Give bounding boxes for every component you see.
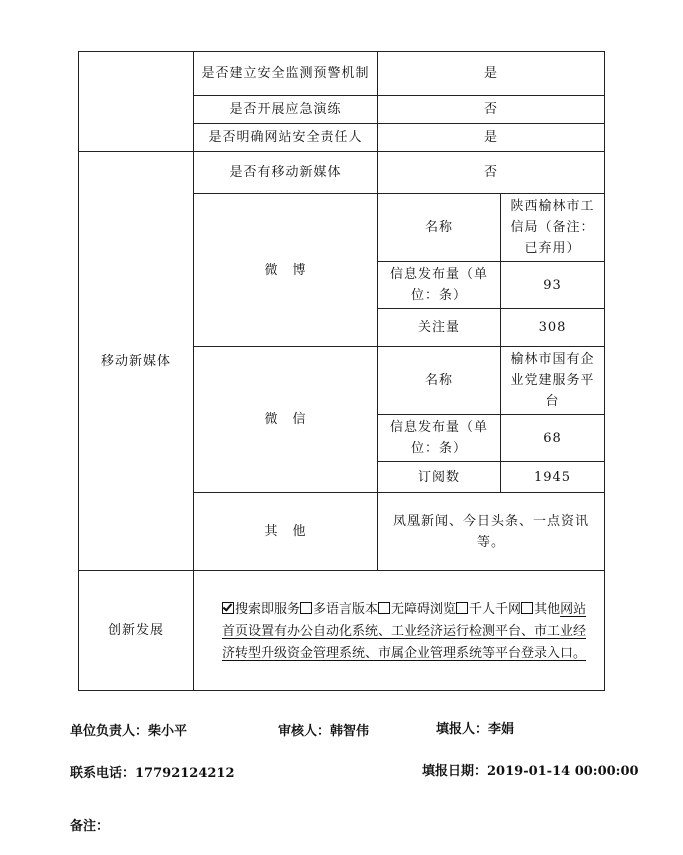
innovation-section-label: 创新发展 (79, 571, 194, 691)
weixin-count-label: 信息发布量（单位：条） (378, 415, 501, 462)
mobile-media-section-label: 移动新媒体 (79, 152, 194, 571)
has-mobile-media-label: 是否有移动新媒体 (194, 152, 378, 194)
checkbox-icon[interactable] (521, 602, 533, 614)
other-media-value: 凤凰新闻、今日头条、一点资讯等。 (378, 493, 605, 571)
weibo-label: 微 博 (194, 194, 378, 347)
remark: 备注： (70, 819, 110, 834)
weixin-name-value: 榆林市国有企业党建服务平台 (501, 347, 605, 415)
reviewer: 审核人：韩智伟 (278, 724, 370, 739)
option-search-service[interactable]: 搜索即服务 (222, 602, 300, 617)
has-mobile-media-value: 否 (378, 152, 605, 194)
option-other[interactable]: 其他 (521, 602, 560, 617)
contact-phone: 联系电话：17792124212 (70, 766, 235, 781)
filler: 填报人：李娟 (436, 722, 515, 737)
option-accessibility[interactable]: 无障碍浏览 (378, 602, 456, 617)
weibo-name-label: 名称 (378, 194, 501, 262)
option-multilingual[interactable]: 多语言版本 (300, 602, 378, 617)
unit-head: 单位负责人：柴小平 (70, 724, 188, 739)
weixin-label: 微 信 (194, 347, 378, 493)
weibo-count-label: 信息发布量（单位：条） (378, 262, 501, 309)
security-row-value: 否 (378, 96, 605, 124)
report-table (78, 51, 605, 691)
weixin-sub-label: 订阅数 (378, 462, 501, 493)
security-row-value: 是 (378, 52, 605, 96)
weixin-count-value: 68 (501, 415, 605, 462)
checkbox-checked-icon[interactable] (222, 602, 234, 614)
innovation-other-text: 网站首页设置有办公自动化系统、工业经济运行检测平台、市工业经济转型升级资金管理系统、市属企业管理系统等平台登录入口。 (222, 601, 587, 661)
security-row-label: 是否建立安全监测预警机制 (194, 52, 378, 96)
weibo-name-value: 陕西榆林市工信局（备注：已弃用） (501, 194, 605, 262)
checkbox-icon[interactable] (456, 602, 468, 614)
security-section-cell (79, 52, 194, 152)
weibo-follow-label: 关注量 (378, 309, 501, 347)
checkbox-icon[interactable] (300, 602, 312, 614)
checkbox-icon[interactable] (378, 602, 390, 614)
innovation-content (194, 571, 605, 691)
security-row-value: 是 (378, 124, 605, 152)
weibo-follow-value: 308 (501, 309, 605, 347)
weixin-name-label: 名称 (378, 347, 501, 415)
weixin-sub-value: 1945 (501, 462, 605, 493)
fill-date: 填报日期：2019-01-14 00:00:00 (422, 764, 639, 779)
security-row-label: 是否明确网站安全责任人 (194, 124, 378, 152)
security-row-label: 是否开展应急演练 (194, 96, 378, 124)
other-media-label: 其 他 (194, 493, 378, 571)
option-personalized[interactable]: 千人千网 (456, 602, 521, 617)
weibo-count-value: 93 (501, 262, 605, 309)
